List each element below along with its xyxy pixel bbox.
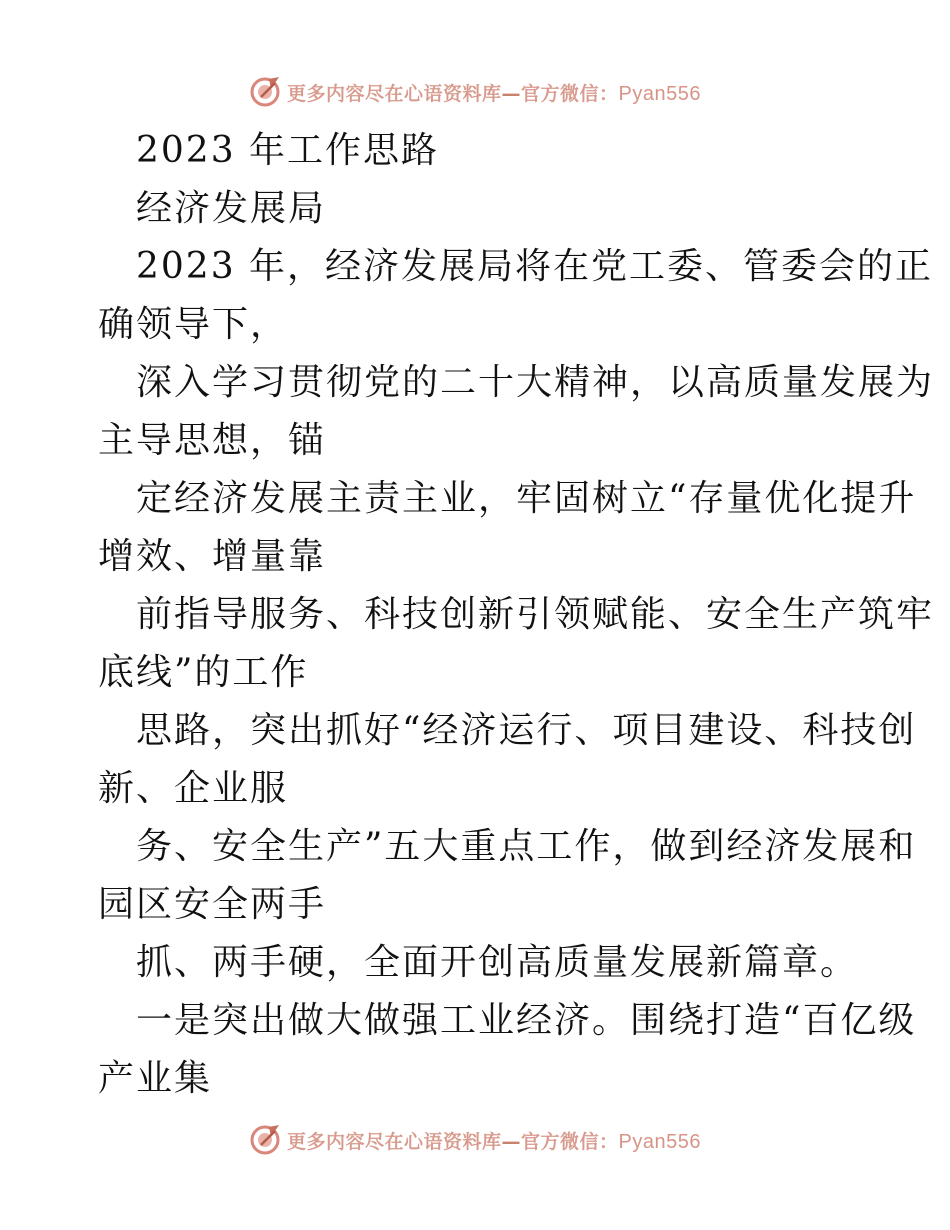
- paragraph-line: 深入学习贯彻党的二十大精神，以高质量发展为: [136, 362, 935, 403]
- watermark-footer: [0, 1120, 950, 1160]
- paragraph-line: 产业集: [98, 1058, 213, 1099]
- paragraph-line: 主导思想，锚: [98, 420, 327, 461]
- paragraph-line: 经济发展局: [136, 188, 327, 229]
- paragraph-line: 一是突出做大做强工业经济。围绕打造“百亿级: [136, 1000, 917, 1041]
- paragraph-line: 定经济发展主责主业，牢固树立“存量优化提升: [136, 478, 917, 519]
- pen-logo-icon: [249, 1123, 283, 1157]
- watermark-prefix: 更多内容尽在心语资料库: [287, 1130, 502, 1153]
- paragraph-line: 务、安全生产”五大重点工作，做到经济发展和: [136, 826, 917, 867]
- watermark-account: Pyan556: [618, 82, 701, 105]
- watermark-text: [287, 79, 701, 106]
- paragraph-line: 新、企业服: [98, 768, 289, 809]
- paragraph-line: 2023 年工作思路: [136, 130, 440, 171]
- watermark-label: 官方微信：: [521, 82, 619, 105]
- paragraph-line: 底线”的工作: [98, 652, 309, 693]
- watermark-text: [287, 1127, 701, 1154]
- watermark-label: 官方微信：: [521, 1130, 619, 1153]
- watermark-account: Pyan556: [618, 1130, 701, 1153]
- paragraph-line: 2023 年，经济发展局将在党工委、管委会的正: [136, 246, 934, 287]
- watermark-separator: —: [501, 1130, 522, 1153]
- watermark-prefix: 更多内容尽在心语资料库: [287, 82, 502, 105]
- watermark-header: [0, 72, 950, 112]
- paragraph-line: 思路，突出抓好“经济运行、项目建设、科技创: [136, 710, 917, 751]
- watermark-separator: —: [501, 82, 522, 105]
- paragraph-line: 园区安全两手: [98, 884, 327, 925]
- pen-logo-icon: [249, 75, 283, 109]
- paragraph-line: 前指导服务、科技创新引领赋能、安全生产筑牢: [136, 594, 935, 635]
- paragraph-line: 增效、增量靠: [98, 536, 327, 577]
- paragraph-line: 确领导下，: [98, 304, 289, 345]
- paragraph-line: 抓、两手硬，全面开创高质量发展新篇章。: [136, 942, 859, 983]
- document-body: [98, 122, 935, 1108]
